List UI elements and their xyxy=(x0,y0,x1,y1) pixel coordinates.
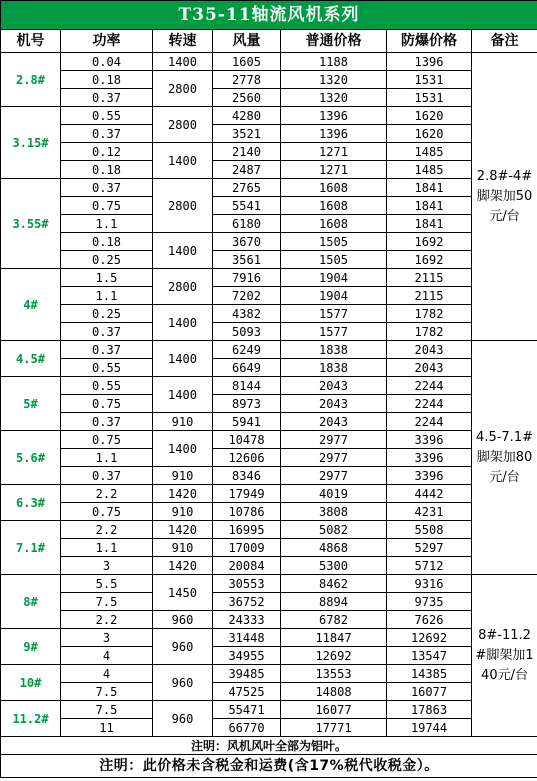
table-row xyxy=(1,521,537,539)
explosion-price-cell: 2043 xyxy=(387,359,472,377)
power-cell: 0.37 xyxy=(61,179,153,197)
speed-cell: 910 xyxy=(153,413,213,431)
airflow-cell: 55471 xyxy=(213,701,281,719)
speed-cell: 2800 xyxy=(153,269,213,305)
airflow-cell: 66770 xyxy=(213,719,281,737)
header-power: 功率 xyxy=(61,30,153,53)
footer-note-blades: 注明：风机风叶全部为铝叶。 xyxy=(1,737,537,755)
table-row xyxy=(1,611,537,629)
normal-price-cell: 2977 xyxy=(281,431,387,449)
explosion-price-cell: 1841 xyxy=(387,197,472,215)
explosion-price-cell: 1692 xyxy=(387,251,472,269)
speed-cell: 910 xyxy=(153,539,213,557)
table-row xyxy=(1,53,537,71)
explosion-price-cell: 7626 xyxy=(387,611,472,629)
table-row xyxy=(1,557,537,575)
power-cell: 0.18 xyxy=(61,161,153,179)
remark-cell: 4.5-7.1#脚架加80元/台 xyxy=(472,341,537,575)
speed-cell: 1400 xyxy=(153,143,213,179)
airflow-cell: 3561 xyxy=(213,251,281,269)
explosion-price-cell: 5297 xyxy=(387,539,472,557)
table-row xyxy=(1,71,537,89)
normal-price-cell: 8462 xyxy=(281,575,387,593)
normal-price-cell: 6782 xyxy=(281,611,387,629)
airflow-cell: 2778 xyxy=(213,71,281,89)
normal-price-cell: 1577 xyxy=(281,323,387,341)
power-cell: 0.37 xyxy=(61,413,153,431)
normal-price-cell: 17771 xyxy=(281,719,387,737)
normal-price-cell: 1608 xyxy=(281,197,387,215)
header-airflow: 风量 xyxy=(213,30,281,53)
normal-price-cell: 1396 xyxy=(281,107,387,125)
airflow-cell: 8346 xyxy=(213,467,281,485)
model-cell: 8# xyxy=(1,575,61,629)
airflow-cell: 2765 xyxy=(213,179,281,197)
table-row xyxy=(1,665,537,683)
speed-cell: 1400 xyxy=(153,233,213,269)
table-row xyxy=(1,305,537,323)
explosion-price-cell: 5508 xyxy=(387,521,472,539)
airflow-cell: 7202 xyxy=(213,287,281,305)
normal-price-cell: 1904 xyxy=(281,287,387,305)
speed-cell: 1400 xyxy=(153,377,213,413)
speed-cell: 2800 xyxy=(153,71,213,107)
speed-cell: 1400 xyxy=(153,341,213,377)
normal-price-cell: 2043 xyxy=(281,377,387,395)
power-cell: 0.37 xyxy=(61,341,153,359)
header-normal-price: 普通价格 xyxy=(281,30,387,53)
explosion-price-cell: 1692 xyxy=(387,233,472,251)
model-cell: 3.55# xyxy=(1,179,61,269)
normal-price-cell: 1271 xyxy=(281,161,387,179)
explosion-price-cell: 2043 xyxy=(387,341,472,359)
explosion-price-cell: 3396 xyxy=(387,449,472,467)
normal-price-cell: 1577 xyxy=(281,305,387,323)
explosion-price-cell: 1620 xyxy=(387,125,472,143)
table-row xyxy=(1,161,537,179)
explosion-price-cell: 2115 xyxy=(387,269,472,287)
table-row xyxy=(1,215,537,233)
power-cell: 0.55 xyxy=(61,107,153,125)
normal-price-cell: 1505 xyxy=(281,233,387,251)
speed-cell: 1400 xyxy=(153,305,213,341)
power-cell: 0.37 xyxy=(61,125,153,143)
airflow-cell: 1605 xyxy=(213,53,281,71)
speed-cell: 1420 xyxy=(153,521,213,539)
table-row xyxy=(1,287,537,305)
power-cell: 1.1 xyxy=(61,215,153,233)
airflow-cell: 5093 xyxy=(213,323,281,341)
airflow-cell: 4280 xyxy=(213,107,281,125)
model-cell: 5.6# xyxy=(1,431,61,485)
power-cell: 0.75 xyxy=(61,503,153,521)
table-row xyxy=(1,251,537,269)
power-cell: 0.75 xyxy=(61,197,153,215)
power-cell: 0.25 xyxy=(61,251,153,269)
normal-price-cell: 2043 xyxy=(281,395,387,413)
table-row xyxy=(1,179,537,197)
power-cell: 0.25 xyxy=(61,305,153,323)
model-cell: 3.15# xyxy=(1,107,61,179)
normal-price-cell: 12692 xyxy=(281,647,387,665)
model-cell: 2.8# xyxy=(1,53,61,107)
explosion-price-cell: 1620 xyxy=(387,107,472,125)
table-row xyxy=(1,377,537,395)
power-cell: 1.1 xyxy=(61,287,153,305)
model-cell: 7.1# xyxy=(1,521,61,575)
header-remark: 备注 xyxy=(472,30,537,53)
explosion-price-cell: 2244 xyxy=(387,413,472,431)
airflow-cell: 30553 xyxy=(213,575,281,593)
table-row xyxy=(1,593,537,611)
header-explosion-price: 防爆价格 xyxy=(387,30,472,53)
header-row xyxy=(1,30,537,53)
power-cell: 0.18 xyxy=(61,233,153,251)
power-cell: 7.5 xyxy=(61,701,153,719)
explosion-price-cell: 1782 xyxy=(387,305,472,323)
model-cell: 4# xyxy=(1,269,61,341)
power-cell: 0.55 xyxy=(61,359,153,377)
airflow-cell: 7916 xyxy=(213,269,281,287)
speed-cell: 960 xyxy=(153,701,213,737)
explosion-price-cell: 2244 xyxy=(387,377,472,395)
airflow-cell: 39485 xyxy=(213,665,281,683)
table-row xyxy=(1,197,537,215)
model-cell: 5# xyxy=(1,377,61,431)
power-cell: 0.55 xyxy=(61,377,153,395)
explosion-price-cell: 1841 xyxy=(387,179,472,197)
power-cell: 11 xyxy=(61,719,153,737)
speed-cell: 910 xyxy=(153,503,213,521)
explosion-price-cell: 1485 xyxy=(387,161,472,179)
power-cell: 0.18 xyxy=(61,71,153,89)
explosion-price-cell: 1531 xyxy=(387,71,472,89)
power-cell: 2.2 xyxy=(61,611,153,629)
normal-price-cell: 16077 xyxy=(281,701,387,719)
normal-price-cell: 4019 xyxy=(281,485,387,503)
table-row xyxy=(1,233,537,251)
power-cell: 0.75 xyxy=(61,395,153,413)
airflow-cell: 3521 xyxy=(213,125,281,143)
normal-price-cell: 13553 xyxy=(281,665,387,683)
explosion-price-cell: 1485 xyxy=(387,143,472,161)
table-row xyxy=(1,269,537,287)
airflow-cell: 5541 xyxy=(213,197,281,215)
explosion-price-cell: 9735 xyxy=(387,593,472,611)
airflow-cell: 6649 xyxy=(213,359,281,377)
power-cell: 0.37 xyxy=(61,89,153,107)
remark-cell: 2.8#-4#脚架加50元/台 xyxy=(472,53,537,341)
model-cell: 10# xyxy=(1,665,61,701)
speed-cell: 2800 xyxy=(153,107,213,143)
power-cell: 5.5 xyxy=(61,575,153,593)
airflow-cell: 4382 xyxy=(213,305,281,323)
explosion-price-cell: 3396 xyxy=(387,431,472,449)
speed-cell: 960 xyxy=(153,665,213,701)
airflow-cell: 3670 xyxy=(213,233,281,251)
explosion-price-cell: 17863 xyxy=(387,701,472,719)
speed-cell: 960 xyxy=(153,611,213,629)
explosion-price-cell: 2115 xyxy=(387,287,472,305)
model-cell: 9# xyxy=(1,629,61,665)
speed-cell: 2800 xyxy=(153,179,213,233)
header-speed: 转速 xyxy=(153,30,213,53)
power-cell: 1.5 xyxy=(61,269,153,287)
normal-price-cell: 1320 xyxy=(281,71,387,89)
table-row xyxy=(1,539,537,557)
airflow-cell: 2487 xyxy=(213,161,281,179)
power-cell: 3 xyxy=(61,629,153,647)
explosion-price-cell: 1782 xyxy=(387,323,472,341)
table-row xyxy=(1,341,537,359)
airflow-cell: 2560 xyxy=(213,89,281,107)
airflow-cell: 17009 xyxy=(213,539,281,557)
table-row xyxy=(1,485,537,503)
explosion-price-cell: 16077 xyxy=(387,683,472,701)
normal-price-cell: 14808 xyxy=(281,683,387,701)
table-row xyxy=(1,107,537,125)
power-cell: 1.1 xyxy=(61,449,153,467)
airflow-cell: 17949 xyxy=(213,485,281,503)
airflow-cell: 8144 xyxy=(213,377,281,395)
table-row xyxy=(1,431,537,449)
power-cell: 0.37 xyxy=(61,323,153,341)
table-row xyxy=(1,503,537,521)
airflow-cell: 10478 xyxy=(213,431,281,449)
normal-price-cell: 1838 xyxy=(281,359,387,377)
speed-cell: 910 xyxy=(153,467,213,485)
normal-price-cell: 5082 xyxy=(281,521,387,539)
remark-cell: 8#-11.2#脚架加140元/台 xyxy=(472,575,537,737)
normal-price-cell: 2043 xyxy=(281,413,387,431)
model-cell: 11.2# xyxy=(1,701,61,737)
table-row xyxy=(1,467,537,485)
header-model: 机号 xyxy=(1,30,61,53)
explosion-price-cell: 1396 xyxy=(387,53,472,71)
airflow-cell: 47525 xyxy=(213,683,281,701)
power-cell: 0.04 xyxy=(61,53,153,71)
power-cell: 4 xyxy=(61,665,153,683)
speed-cell: 1420 xyxy=(153,485,213,503)
table-row xyxy=(1,647,537,665)
speed-cell: 960 xyxy=(153,629,213,665)
power-cell: 7.5 xyxy=(61,683,153,701)
airflow-cell: 31448 xyxy=(213,629,281,647)
table-row xyxy=(1,719,537,737)
table-row xyxy=(1,629,537,647)
explosion-price-cell: 1841 xyxy=(387,215,472,233)
table-row xyxy=(1,125,537,143)
airflow-cell: 36752 xyxy=(213,593,281,611)
normal-price-cell: 2977 xyxy=(281,467,387,485)
power-cell: 1.1 xyxy=(61,539,153,557)
normal-price-cell: 1838 xyxy=(281,341,387,359)
explosion-price-cell: 13547 xyxy=(387,647,472,665)
normal-price-cell: 5300 xyxy=(281,557,387,575)
table-row xyxy=(1,701,537,719)
airflow-cell: 5941 xyxy=(213,413,281,431)
explosion-price-cell: 19744 xyxy=(387,719,472,737)
power-cell: 0.12 xyxy=(61,143,153,161)
model-cell: 4.5# xyxy=(1,341,61,377)
explosion-price-cell: 3396 xyxy=(387,467,472,485)
explosion-price-cell: 5712 xyxy=(387,557,472,575)
airflow-cell: 16995 xyxy=(213,521,281,539)
table-row xyxy=(1,449,537,467)
table-row xyxy=(1,395,537,413)
normal-price-cell: 8894 xyxy=(281,593,387,611)
airflow-cell: 20084 xyxy=(213,557,281,575)
table-title: T35-11轴流风机系列 xyxy=(1,1,537,30)
airflow-cell: 10786 xyxy=(213,503,281,521)
normal-price-cell: 1608 xyxy=(281,179,387,197)
power-cell: 4 xyxy=(61,647,153,665)
normal-price-cell: 1608 xyxy=(281,215,387,233)
explosion-price-cell: 12692 xyxy=(387,629,472,647)
normal-price-cell: 3808 xyxy=(281,503,387,521)
table-row xyxy=(1,323,537,341)
speed-cell: 1450 xyxy=(153,575,213,611)
explosion-price-cell: 4231 xyxy=(387,503,472,521)
speed-cell: 1400 xyxy=(153,431,213,467)
normal-price-cell: 1505 xyxy=(281,251,387,269)
model-cell: 6.3# xyxy=(1,485,61,521)
explosion-price-cell: 14385 xyxy=(387,665,472,683)
airflow-cell: 34955 xyxy=(213,647,281,665)
table-row xyxy=(1,413,537,431)
airflow-cell: 24333 xyxy=(213,611,281,629)
normal-price-cell: 2977 xyxy=(281,449,387,467)
power-cell: 2.2 xyxy=(61,521,153,539)
footer-note-tax: 注明：此价格未含税金和运费(含17%税代收税金）。 xyxy=(1,755,537,778)
airflow-cell: 8973 xyxy=(213,395,281,413)
table-row xyxy=(1,683,537,701)
table-row xyxy=(1,575,537,593)
airflow-cell: 6180 xyxy=(213,215,281,233)
explosion-price-cell: 9316 xyxy=(387,575,472,593)
airflow-cell: 2140 xyxy=(213,143,281,161)
table-row xyxy=(1,143,537,161)
power-cell: 0.37 xyxy=(61,467,153,485)
normal-price-cell: 4868 xyxy=(281,539,387,557)
normal-price-cell: 11847 xyxy=(281,629,387,647)
power-cell: 3 xyxy=(61,557,153,575)
table-row xyxy=(1,359,537,377)
power-cell: 2.2 xyxy=(61,485,153,503)
explosion-price-cell: 1531 xyxy=(387,89,472,107)
normal-price-cell: 1320 xyxy=(281,89,387,107)
explosion-price-cell: 4442 xyxy=(387,485,472,503)
speed-cell: 1420 xyxy=(153,557,213,575)
power-cell: 7.5 xyxy=(61,593,153,611)
airflow-cell: 6249 xyxy=(213,341,281,359)
table-row xyxy=(1,89,537,107)
normal-price-cell: 1904 xyxy=(281,269,387,287)
power-cell: 0.75 xyxy=(61,431,153,449)
explosion-price-cell: 2244 xyxy=(387,395,472,413)
speed-cell: 1400 xyxy=(153,53,213,71)
normal-price-cell: 1188 xyxy=(281,53,387,71)
normal-price-cell: 1396 xyxy=(281,125,387,143)
normal-price-cell: 1271 xyxy=(281,143,387,161)
airflow-cell: 12606 xyxy=(213,449,281,467)
